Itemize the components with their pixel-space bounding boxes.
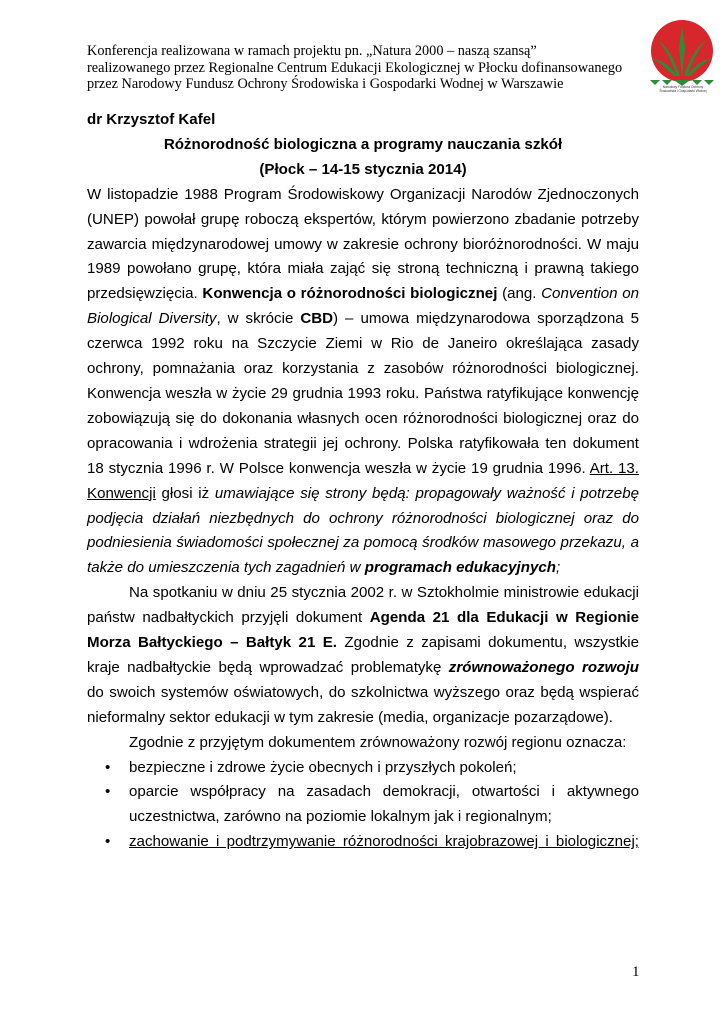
document-title: Różnorodność biologiczna a programy nauczania szkół	[163, 135, 563, 153]
page-header	[87, 43, 647, 93]
p1-quote-end: ;	[555, 559, 561, 577]
paragraph-1	[87, 183, 639, 582]
bullet-icon: •	[105, 783, 111, 801]
p1-text-c: (ang.	[497, 285, 542, 303]
paragraph-2	[87, 581, 639, 730]
author-name: dr Krzysztof Kafel	[87, 111, 216, 128]
list-item	[87, 830, 639, 855]
page-number: 1	[632, 964, 640, 980]
list-item	[87, 756, 639, 781]
bullet-list	[87, 756, 639, 856]
header-line-3: przez Narodowy Fundusz Ochrony Środowiska i Gospodarki Wodnej w Warszawie	[87, 76, 564, 93]
p1-cbd-abbrev: CBD	[300, 310, 334, 328]
p1-convention-name: Konwencja o różnorodności biologicznej	[202, 285, 498, 303]
document-subtitle: (Płock – 14-15 stycznia 2014)	[259, 160, 467, 178]
p2-agenda-name: Agenda 21 dla Edukacji w Regionie Morza Bałtyckiego – Bałtyk 21 E.	[87, 609, 640, 652]
logo-caption	[646, 85, 720, 93]
p1-quote-emphasis: programach edukacyjnych	[364, 559, 556, 577]
p2-text-a: Na spotkaniu w dniu 25 stycznia 2002 r. w Sztokholmie ministrowie edukacji państw nadbałtyckich przyjęli dokument	[87, 584, 639, 627]
p1-text-e: , w skrócie	[216, 310, 301, 328]
p2-text-e: do swoich systemów oświatowych, do szkolnictwa wyższego oraz będą wspierać nieformalny sektor edukacji w tym zakresie (media, organizacje pozarządowe).	[87, 683, 639, 726]
p1-text-i: głosi iż	[155, 484, 215, 502]
paragraph-3: Zgodnie z przyjętym dokumentem zrównoważony rozwój regionu oznacza:	[129, 733, 627, 751]
bullet-icon: •	[105, 833, 111, 851]
p1-text-a: W listopadzie 1988 Program Środowiskowy Organizacji Narodów Zjednoczonych (UNEP) powołał grupę roboczą ekspertów, którym powierzono zbadanie potrzeby zawarcia międzynarodowej umowy w zakresie ochrony bioróżnorodności. W maju 1989 powołano grupę, która miała zająć się stroną techniczną i prawną takiego przedsięwzięcia.	[87, 185, 639, 303]
logo-caption-line-2: Środowiska i Gospodarki Wodnej	[659, 89, 707, 93]
list-item-text: oparcie współpracy na zasadach demokracji, otwartości i aktywnego uczestnictwa, zarówno na poziomie lokalnym jak i regionalnym;	[129, 783, 639, 826]
list-item	[87, 780, 639, 830]
p2-sustainable-dev	[449, 659, 639, 676]
header-line-2: realizowanego przez Regionalne Centrum Edukacji Ekologicznej w Płocku dofinansowanego	[87, 59, 623, 76]
p1-quote-text: umawiające się strony będą: propagowały ważność i potrzebę podjęcia działań niezbędnych do ochrony różnorodności biologicznej oraz do podniesienia świadomości społecznej za pomocą środków masowego przekazu, a także do umieszczenia tych zagadnień w	[87, 484, 639, 577]
logo-caption-line-1: Narodowy Fundusz Ochrony	[662, 85, 704, 89]
p1-text-g: ) – umowa międzynarodowa sporządzona 5 czerwca 1992 roku na Szczycie Ziemi w Rio de Janeiro określająca zasady ochrony, pomnażania oraz korzystania z zasobów różnorodności biologicznej. Konwencja weszła w życie 29 grudnia 1993 roku. Państwa ratyfikujące konwencję zobowiązują się do dokonania własnych ocen różnorodności biologicznej oraz do opracowania i wdrożenia strategii jej ochrony. Polska ratyfikowała ten dokument 18 stycznia 1996 r. W Polsce konwencja weszła w życie 19 grudnia 1996.	[87, 310, 639, 477]
header-line-1: Konferencja realizowana w ramach projektu pn. „Natura 2000 – naszą szansą”	[87, 43, 537, 59]
p1-english-name: Convention on Biological Diversity	[87, 285, 639, 328]
list-item-text: bezpieczne i zdrowe życie obecnych i przyszłych pokoleń;	[129, 758, 517, 776]
p2-text-c: Zgodnie z zapisami dokumentu, wszystkie kraje nadbałtyckie będą wprowadzać problematykę	[87, 634, 639, 676]
list-item-text: zachowanie i podtrzymywanie różnorodności krajobrazowej i biologicznej;	[129, 833, 639, 851]
p1-art13-reference: Art. 13. Konwencji	[87, 459, 639, 502]
document-body	[87, 108, 639, 855]
bullet-icon: •	[105, 758, 111, 776]
p2-sustainable-dev-text: zrównoważonego rozwoju	[448, 658, 640, 676]
